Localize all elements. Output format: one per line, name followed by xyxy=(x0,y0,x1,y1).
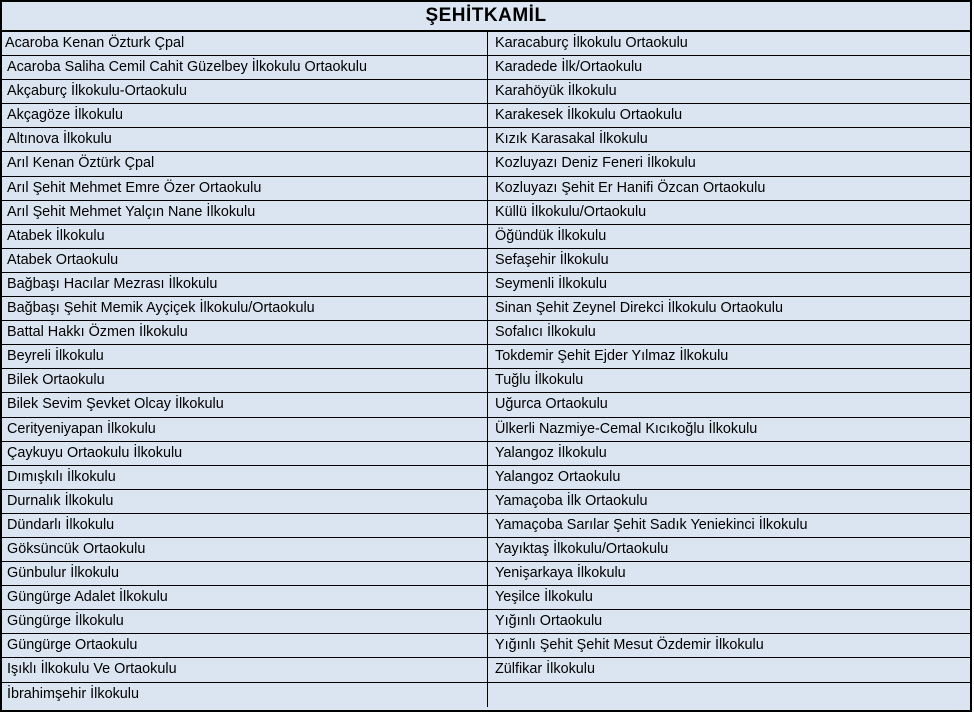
table-cell: Yalangoz İlkokulu xyxy=(488,442,970,466)
table-cell: Kozluyazı Şehit Er Hanifi Özcan Ortaokulu xyxy=(488,177,970,201)
table-cell: Karadede İlk/Ortaokulu xyxy=(488,56,970,80)
table-cell: Sofalıcı İlkokulu xyxy=(488,321,970,345)
table-cell: Yeşilce İlkokulu xyxy=(488,586,970,610)
table-cell: Kızık Karasakal İlkokulu xyxy=(488,128,970,152)
table-cell: Karahöyük İlkokulu xyxy=(488,80,970,104)
table-title: ŞEHİTKAMİL xyxy=(2,2,970,32)
table-cell: Karacaburç İlkokulu Ortaokulu xyxy=(488,32,970,56)
table-cell: Battal Hakkı Özmen İlkokulu xyxy=(2,321,487,345)
table-cell: Seymenli İlkokulu xyxy=(488,273,970,297)
table-cell: Işıklı İlkokulu Ve Ortaokulu xyxy=(2,658,487,682)
table-body xyxy=(2,32,970,707)
table-cell: Bağbaşı Hacılar Mezrası İlkokulu xyxy=(2,273,487,297)
table-cell: Güngürge Adalet İlkokulu xyxy=(2,586,487,610)
table-cell: Ülkerli Nazmiye-Cemal Kıcıkoğlu İlkokulu xyxy=(488,418,970,442)
table-cell: Sinan Şehit Zeynel Direkci İlkokulu Ortaokulu xyxy=(488,297,970,321)
table-cell: Akçaburç İlkokulu-Ortaokulu xyxy=(2,80,487,104)
table-cell: Arıl Kenan Öztürk Çpal xyxy=(2,152,487,176)
table-cell: Altınova İlkokulu xyxy=(2,128,487,152)
table-cell: Yamaçoba İlk Ortaokulu xyxy=(488,490,970,514)
table-cell: Yamaçoba Sarılar Şehit Sadık Yeniekinci İlkokulu xyxy=(488,514,970,538)
table-cell: Çaykuyu Ortaokulu İlkokulu xyxy=(2,442,487,466)
table-cell: Beyreli İlkokulu xyxy=(2,345,487,369)
table-cell: Atabek Ortaokulu xyxy=(2,249,487,273)
table-cell: Atabek İlkokulu xyxy=(2,225,487,249)
table-cell: Güngürge Ortaokulu xyxy=(2,634,487,658)
table-cell xyxy=(488,683,970,707)
table-cell: Yayıktaş İlkokulu/Ortaokulu xyxy=(488,538,970,562)
table-cell: Dündarlı İlkokulu xyxy=(2,514,487,538)
table-cell: Acaroba Kenan Özturk Çpal xyxy=(2,32,487,56)
table-cell: Göksüncük Ortaokulu xyxy=(2,538,487,562)
table-cell: Tokdemir Şehit Ejder Yılmaz İlkokulu xyxy=(488,345,970,369)
right-column xyxy=(488,32,970,707)
table-cell: Yalangoz Ortaokulu xyxy=(488,466,970,490)
table-cell: Günbulur İlkokulu xyxy=(2,562,487,586)
table-cell: Kozluyazı Deniz Feneri İlkokulu xyxy=(488,152,970,176)
table-cell: Akçagöze İlkokulu xyxy=(2,104,487,128)
table-cell: Zülfikar İlkokulu xyxy=(488,658,970,682)
table-cell: Öğündük İlkokulu xyxy=(488,225,970,249)
table-cell: Arıl Şehit Mehmet Emre Özer Ortaokulu xyxy=(2,177,487,201)
table-cell: Karakesek İlkokulu Ortaokulu xyxy=(488,104,970,128)
table-cell: Bilek Sevim Şevket Olcay İlkokulu xyxy=(2,393,487,417)
left-column xyxy=(2,32,488,707)
table-cell: Tuğlu İlkokulu xyxy=(488,369,970,393)
table-cell: Güngürge İlkokulu xyxy=(2,610,487,634)
table-cell: Uğurca Ortaokulu xyxy=(488,393,970,417)
table-cell: Yığınlı Ortaokulu xyxy=(488,610,970,634)
table-cell: Küllü İlkokulu/Ortaokulu xyxy=(488,201,970,225)
table-cell: Cerityeniyapan İlkokulu xyxy=(2,418,487,442)
table-cell: Sefaşehir İlkokulu xyxy=(488,249,970,273)
table-cell: Bilek Ortaokulu xyxy=(2,369,487,393)
table-cell: Bağbaşı Şehit Memik Ayçiçek İlkokulu/Ortaokulu xyxy=(2,297,487,321)
table-cell: Durnalık İlkokulu xyxy=(2,490,487,514)
table-cell: Acaroba Saliha Cemil Cahit Güzelbey İlkokulu Ortaokulu xyxy=(2,56,487,80)
table-cell: Dımışkılı İlkokulu xyxy=(2,466,487,490)
table-cell: Arıl Şehit Mehmet Yalçın Nane İlkokulu xyxy=(2,201,487,225)
table-cell: Yenişarkaya İlkokulu xyxy=(488,562,970,586)
table-cell: Yığınlı Şehit Şehit Mesut Özdemir İlkokulu xyxy=(488,634,970,658)
table-cell: İbrahimşehir İlkokulu xyxy=(7,685,139,702)
